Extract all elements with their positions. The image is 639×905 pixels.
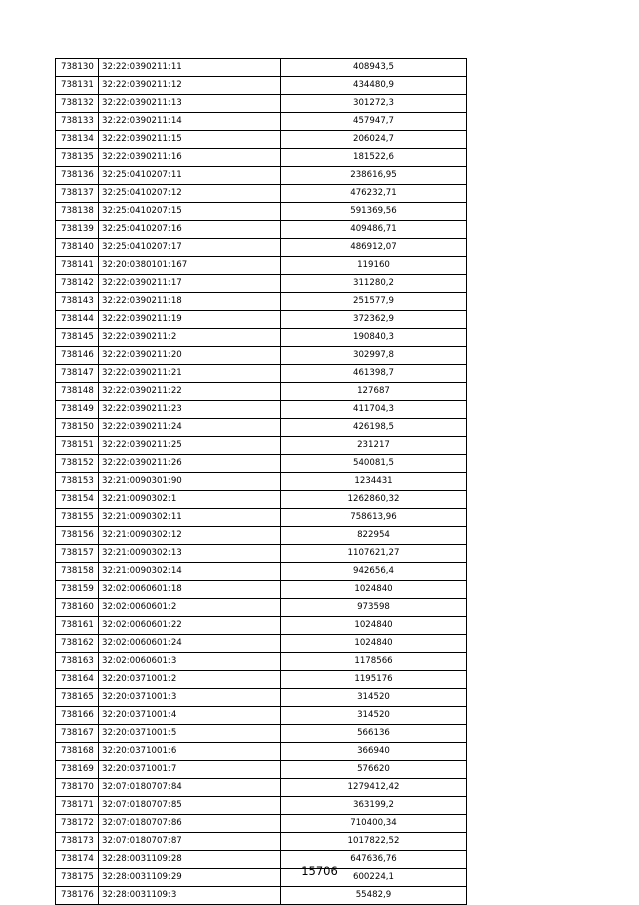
cadastral-number-cell: 32:21:0090302:1 [99,491,281,509]
value-cell: 190840,3 [281,329,467,347]
cadastral-number-cell: 32:02:0060601:22 [99,617,281,635]
cadastral-number-cell: 32:21:0090301:90 [99,473,281,491]
cadastral-number-cell: 32:25:0410207:15 [99,203,281,221]
value-cell: 206024,7 [281,131,467,149]
record-id-cell: 738132 [56,95,99,113]
table-row [56,275,467,293]
record-id-cell: 738168 [56,743,99,761]
value-cell: 1024840 [281,617,467,635]
table-row [56,563,467,581]
cadastral-number-cell: 32:07:0180707:85 [99,797,281,815]
record-id-cell: 738137 [56,185,99,203]
record-id-cell: 738151 [56,437,99,455]
table-row [56,527,467,545]
record-id-cell: 738152 [56,455,99,473]
page-number: 15706 [301,864,338,878]
record-id-cell: 738169 [56,761,99,779]
cadastral-number-cell: 32:22:0390211:20 [99,347,281,365]
cadastral-number-cell: 32:02:0060601:24 [99,635,281,653]
value-cell: 363199,2 [281,797,467,815]
cadastral-number-cell: 32:07:0180707:86 [99,815,281,833]
cadastral-number-cell: 32:02:0060601:18 [99,581,281,599]
value-cell: 1262860,32 [281,491,467,509]
cadastral-number-cell: 32:21:0090302:11 [99,509,281,527]
table-row [56,833,467,851]
cadastral-number-cell: 32:20:0371001:2 [99,671,281,689]
cadastral-number-cell: 32:20:0371001:7 [99,761,281,779]
record-id-cell: 738145 [56,329,99,347]
cadastral-number-cell: 32:22:0390211:21 [99,365,281,383]
cadastral-number-cell: 32:22:0390211:18 [99,293,281,311]
value-cell: 311280,2 [281,275,467,293]
value-cell: 942656,4 [281,563,467,581]
record-id-cell: 738150 [56,419,99,437]
value-cell: 301272,3 [281,95,467,113]
record-id-cell: 738165 [56,689,99,707]
table-row [56,257,467,275]
cadastral-number-cell: 32:02:0060601:3 [99,653,281,671]
table-row [56,437,467,455]
cadastral-number-cell: 32:22:0390211:14 [99,113,281,131]
value-cell: 973598 [281,599,467,617]
cadastral-number-cell: 32:21:0090302:12 [99,527,281,545]
value-cell: 576620 [281,761,467,779]
table-row [56,509,467,527]
table-row [56,455,467,473]
record-id-cell: 738153 [56,473,99,491]
value-cell: 461398,7 [281,365,467,383]
record-id-cell: 738157 [56,545,99,563]
table-row [56,401,467,419]
table-row [56,779,467,797]
cadastral-number-cell: 32:28:0031109:28 [99,851,281,869]
table-row [56,599,467,617]
value-cell: 1195176 [281,671,467,689]
table-row [56,347,467,365]
value-cell: 434480,9 [281,77,467,95]
record-id-cell: 738154 [56,491,99,509]
record-id-cell: 738146 [56,347,99,365]
record-id-cell: 738142 [56,275,99,293]
table-row [56,725,467,743]
record-id-cell: 738171 [56,797,99,815]
table-row [56,473,467,491]
cadastral-number-cell: 32:22:0390211:23 [99,401,281,419]
record-id-cell: 738143 [56,293,99,311]
value-cell: 600224,1 [281,869,467,887]
cadastral-number-cell: 32:20:0380101:167 [99,257,281,275]
value-cell: 1107621,27 [281,545,467,563]
cadastral-number-cell: 32:25:0410207:17 [99,239,281,257]
record-id-cell: 738158 [56,563,99,581]
value-cell: 372362,9 [281,311,467,329]
cadastral-number-cell: 32:25:0410207:12 [99,185,281,203]
value-cell: 426198,5 [281,419,467,437]
value-cell: 119160 [281,257,467,275]
record-id-cell: 738130 [56,59,99,77]
cadastral-number-cell: 32:22:0390211:19 [99,311,281,329]
table-row [56,887,467,905]
cadastral-number-cell: 32:07:0180707:84 [99,779,281,797]
value-cell: 822954 [281,527,467,545]
value-cell: 647636,76 [281,851,467,869]
cadastral-number-cell: 32:21:0090302:14 [99,563,281,581]
record-id-cell: 738172 [56,815,99,833]
record-id-cell: 738166 [56,707,99,725]
cadastral-number-cell: 32:22:0390211:24 [99,419,281,437]
table-row [56,59,467,77]
record-id-cell: 738140 [56,239,99,257]
record-id-cell: 738136 [56,167,99,185]
record-id-cell: 738159 [56,581,99,599]
table-row [56,671,467,689]
value-cell: 1279412,42 [281,779,467,797]
value-cell: 251577,9 [281,293,467,311]
table-row [56,167,467,185]
record-id-cell: 738167 [56,725,99,743]
value-cell: 302997,8 [281,347,467,365]
table-row [56,707,467,725]
value-cell: 486912,07 [281,239,467,257]
value-cell: 411704,3 [281,401,467,419]
record-id-cell: 738175 [56,869,99,887]
record-id-cell: 738173 [56,833,99,851]
value-cell: 710400,34 [281,815,467,833]
table-row [56,545,467,563]
value-cell: 566136 [281,725,467,743]
value-cell: 591369,56 [281,203,467,221]
value-cell: 314520 [281,707,467,725]
record-id-cell: 738156 [56,527,99,545]
records-table-body [56,59,467,905]
cadastral-number-cell: 32:20:0371001:5 [99,725,281,743]
record-id-cell: 738163 [56,653,99,671]
cadastral-number-cell: 32:22:0390211:16 [99,149,281,167]
cadastral-number-cell: 32:22:0390211:15 [99,131,281,149]
value-cell: 1234431 [281,473,467,491]
table-row [56,419,467,437]
value-cell: 476232,71 [281,185,467,203]
record-id-cell: 738170 [56,779,99,797]
record-id-cell: 738174 [56,851,99,869]
cadastral-number-cell: 32:22:0390211:11 [99,59,281,77]
table-row [56,653,467,671]
table-row [56,689,467,707]
value-cell: 314520 [281,689,467,707]
record-id-cell: 738162 [56,635,99,653]
cadastral-number-cell: 32:22:0390211:26 [99,455,281,473]
value-cell: 1178566 [281,653,467,671]
value-cell: 231217 [281,437,467,455]
record-id-cell: 738161 [56,617,99,635]
table-row [56,383,467,401]
value-cell: 1024840 [281,581,467,599]
record-id-cell: 738138 [56,203,99,221]
value-cell: 457947,7 [281,113,467,131]
cadastral-number-cell: 32:28:0031109:3 [99,887,281,905]
cadastral-number-cell: 32:22:0390211:12 [99,77,281,95]
record-id-cell: 738133 [56,113,99,131]
record-id-cell: 738131 [56,77,99,95]
table-row [56,311,467,329]
table-row [56,293,467,311]
value-cell: 540081,5 [281,455,467,473]
table-row [56,185,467,203]
cadastral-number-cell: 32:07:0180707:87 [99,833,281,851]
table-row [56,815,467,833]
record-id-cell: 738147 [56,365,99,383]
record-id-cell: 738141 [56,257,99,275]
value-cell: 366940 [281,743,467,761]
value-cell: 408943,5 [281,59,467,77]
cadastral-number-cell: 32:20:0371001:3 [99,689,281,707]
cadastral-number-cell: 32:20:0371001:6 [99,743,281,761]
table-row [56,113,467,131]
record-id-cell: 738148 [56,383,99,401]
record-id-cell: 738176 [56,887,99,905]
table-row [56,131,467,149]
table-row [56,239,467,257]
table-row [56,221,467,239]
record-id-cell: 738135 [56,149,99,167]
cadastral-number-cell: 32:20:0371001:4 [99,707,281,725]
cadastral-number-cell: 32:22:0390211:22 [99,383,281,401]
cadastral-number-cell: 32:25:0410207:11 [99,167,281,185]
cadastral-number-cell: 32:22:0390211:13 [99,95,281,113]
record-id-cell: 738139 [56,221,99,239]
table-row [56,743,467,761]
cadastral-number-cell: 32:22:0390211:2 [99,329,281,347]
record-id-cell: 738134 [56,131,99,149]
table-row [56,635,467,653]
table-row [56,77,467,95]
record-id-cell: 738155 [56,509,99,527]
cadastral-number-cell: 32:02:0060601:2 [99,599,281,617]
value-cell: 1024840 [281,635,467,653]
cadastral-number-cell: 32:22:0390211:25 [99,437,281,455]
table-row [56,491,467,509]
record-id-cell: 738164 [56,671,99,689]
record-id-cell: 738144 [56,311,99,329]
cadastral-number-cell: 32:22:0390211:17 [99,275,281,293]
cadastral-number-cell: 32:25:0410207:16 [99,221,281,239]
cadastral-number-cell: 32:28:0031109:29 [99,869,281,887]
table-row [56,365,467,383]
value-cell: 127687 [281,383,467,401]
table-row [56,761,467,779]
record-id-cell: 738149 [56,401,99,419]
value-cell: 238616,95 [281,167,467,185]
value-cell: 181522,6 [281,149,467,167]
records-table [55,58,467,905]
value-cell: 55482,9 [281,887,467,905]
table-row [56,617,467,635]
value-cell: 409486,71 [281,221,467,239]
table-row [56,797,467,815]
table-row [56,95,467,113]
value-cell: 758613,96 [281,509,467,527]
table-row [56,581,467,599]
record-id-cell: 738160 [56,599,99,617]
value-cell: 1017822,52 [281,833,467,851]
table-row [56,149,467,167]
table-row [56,329,467,347]
table-row [56,203,467,221]
cadastral-number-cell: 32:21:0090302:13 [99,545,281,563]
